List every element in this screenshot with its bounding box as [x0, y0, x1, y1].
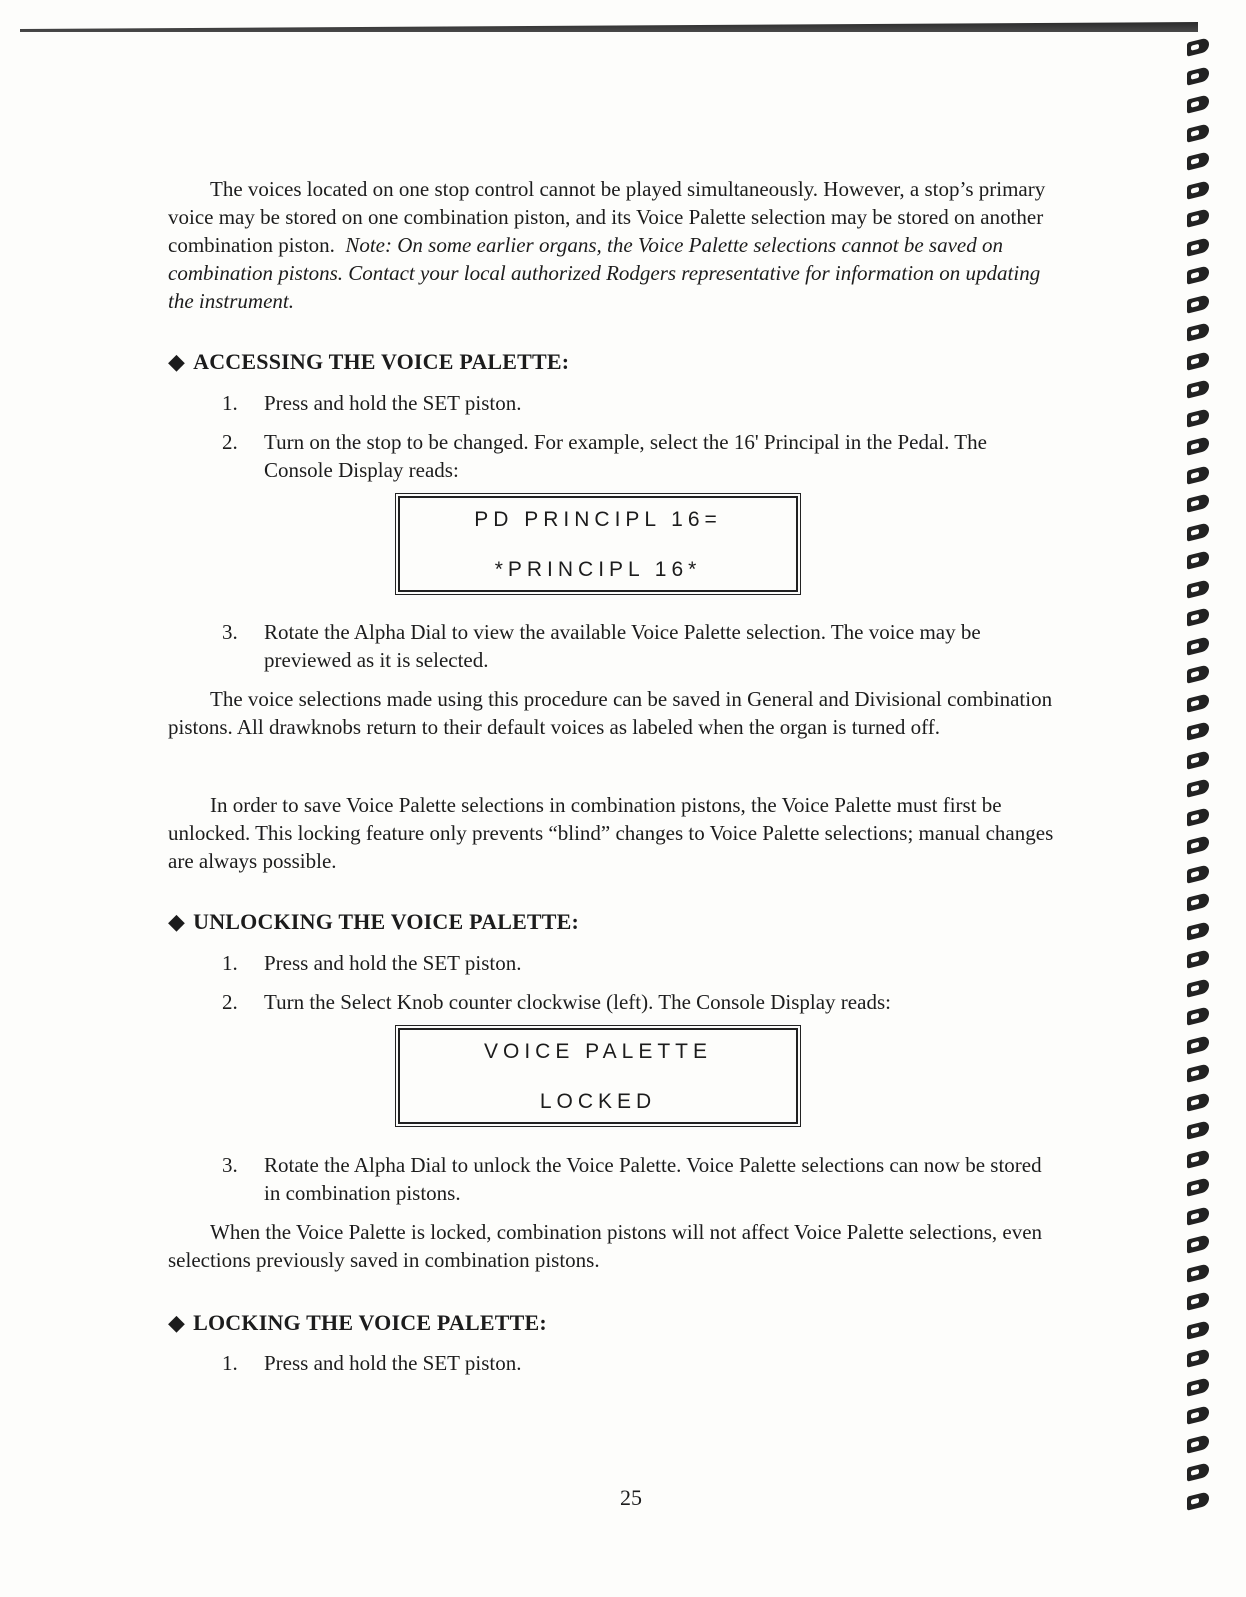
binding-coil	[1187, 807, 1209, 826]
diamond-icon: ◆	[168, 909, 186, 934]
unlocking-step-3: 3. Rotate the Alpha Dial to unlock the Voice Palette. Voice Palette selections can now be stored in combination pistons.	[222, 1153, 1042, 1205]
intro-paragraph	[168, 175, 1058, 315]
binding-coil	[1187, 1263, 1209, 1282]
accessing-step-3: 3. Rotate the Alpha Dial to view the available Voice Palette selection. The voice may be previewed as it is selected.	[222, 620, 981, 672]
binding-coil	[1187, 693, 1209, 712]
binding-coil	[1187, 1234, 1209, 1253]
diamond-icon: ◆	[168, 1310, 186, 1335]
binding-coil	[1187, 778, 1209, 797]
intro-note: Note: On some earlier organs, the Voice Palette selections cannot be saved on combination pistons. Contact your local authorized Rodgers representative for information on updating the instrument.	[168, 233, 1041, 313]
binding-coil	[1187, 607, 1209, 626]
binding-coil	[1187, 1177, 1209, 1196]
binding-coil	[1187, 94, 1209, 113]
intro-text: The voices located on one stop control cannot be played simultaneously. However, a stop’s primary voice may be stored on one combination piston, and its Voice Palette selection may be stored on another combination piston.	[168, 177, 1046, 257]
heading-unlocking: ◆ UNLOCKING THE VOICE PALETTE:	[168, 909, 580, 934]
binding-coil	[1187, 579, 1209, 598]
binding-coil	[1187, 379, 1209, 398]
binding-coil	[1187, 151, 1209, 170]
binding-coil	[1187, 123, 1209, 142]
console-display-voice-palette	[398, 1028, 798, 1124]
binding-coil	[1187, 664, 1209, 683]
locking-step-1: 1. Press and hold the SET piston.	[222, 1351, 522, 1375]
binding-coil	[1187, 1006, 1209, 1025]
binding-coil	[1187, 978, 1209, 997]
accessing-step-1: 1. Press and hold the SET piston.	[222, 391, 522, 415]
heading-locking: ◆ LOCKING THE VOICE PALETTE:	[168, 1310, 547, 1335]
spiral-binding	[1183, 40, 1223, 1590]
binding-coil	[1187, 208, 1209, 227]
binding-coil	[1187, 949, 1209, 968]
binding-coil	[1187, 493, 1209, 512]
binding-coil	[1187, 921, 1209, 940]
binding-coil	[1187, 550, 1209, 569]
binding-coil	[1187, 1120, 1209, 1139]
binding-coil	[1187, 750, 1209, 769]
unlocking-step-2: 2. Turn the Select Knob counter clockwise (left). The Console Display reads:	[222, 990, 891, 1014]
console-display-principal	[398, 496, 798, 592]
binding-coil	[1187, 1434, 1209, 1453]
binding-coil	[1187, 1063, 1209, 1082]
binding-coil	[1187, 1206, 1209, 1225]
binding-coil	[1187, 37, 1209, 56]
diamond-icon: ◆	[168, 349, 186, 374]
display-line-2: *PRINCIPL 16*	[494, 558, 702, 581]
binding-coil	[1187, 835, 1209, 854]
binding-coil	[1187, 864, 1209, 883]
unlocking-step-1: 1. Press and hold the SET piston.	[222, 951, 522, 975]
binding-coil	[1187, 1035, 1209, 1054]
display-line-1: VOICE PALETTE	[484, 1040, 712, 1063]
binding-coil	[1187, 1092, 1209, 1111]
page-number: 25	[620, 1485, 642, 1510]
binding-coil	[1187, 237, 1209, 256]
binding-coil	[1187, 1405, 1209, 1424]
binding-coil	[1187, 636, 1209, 655]
display-line-1: PD PRINCIPL 16=	[474, 508, 722, 531]
locked-behavior-paragraph: When the Voice Palette is locked, combination pistons will not affect Voice Palette selections, even selections previously saved in combination pistons.	[168, 1220, 1043, 1272]
binding-coil	[1187, 294, 1209, 313]
accessing-step-2: 2. Turn on the stop to be changed. For example, select the 16' Principal in the Pedal. The Console Display reads:	[222, 430, 987, 482]
binding-coil	[1187, 1149, 1209, 1168]
unlock-intro-paragraph: In order to save Voice Palette selections in combination pistons, the Voice Palette must first be unlocked. This locking feature only prevents “blind” changes to Voice Palette selections; manual changes are always possible.	[168, 793, 1054, 873]
binding-coil	[1187, 1462, 1209, 1481]
binding-coil	[1187, 721, 1209, 740]
binding-coil	[1187, 351, 1209, 370]
binding-coil	[1187, 408, 1209, 427]
binding-coil	[1187, 322, 1209, 341]
binding-coil	[1187, 1491, 1209, 1510]
binding-coil	[1187, 1320, 1209, 1339]
binding-coil	[1187, 892, 1209, 911]
top-rule	[20, 22, 1198, 32]
binding-coil	[1187, 1348, 1209, 1367]
binding-coil	[1187, 436, 1209, 455]
voice-selection-paragraph: The voice selections made using this procedure can be saved in General and Divisional combination pistons. All drawknobs return to their default voices as labeled when the organ is turned off.	[168, 687, 1053, 739]
binding-coil	[1187, 522, 1209, 541]
binding-coil	[1187, 1291, 1209, 1310]
binding-coil	[1187, 180, 1209, 199]
binding-coil	[1187, 265, 1209, 284]
heading-accessing: ◆ ACCESSING THE VOICE PALETTE:	[168, 349, 570, 374]
binding-coil	[1187, 66, 1209, 85]
display-line-2: LOCKED	[539, 1090, 657, 1113]
binding-coil	[1187, 1377, 1209, 1396]
binding-coil	[1187, 465, 1209, 484]
